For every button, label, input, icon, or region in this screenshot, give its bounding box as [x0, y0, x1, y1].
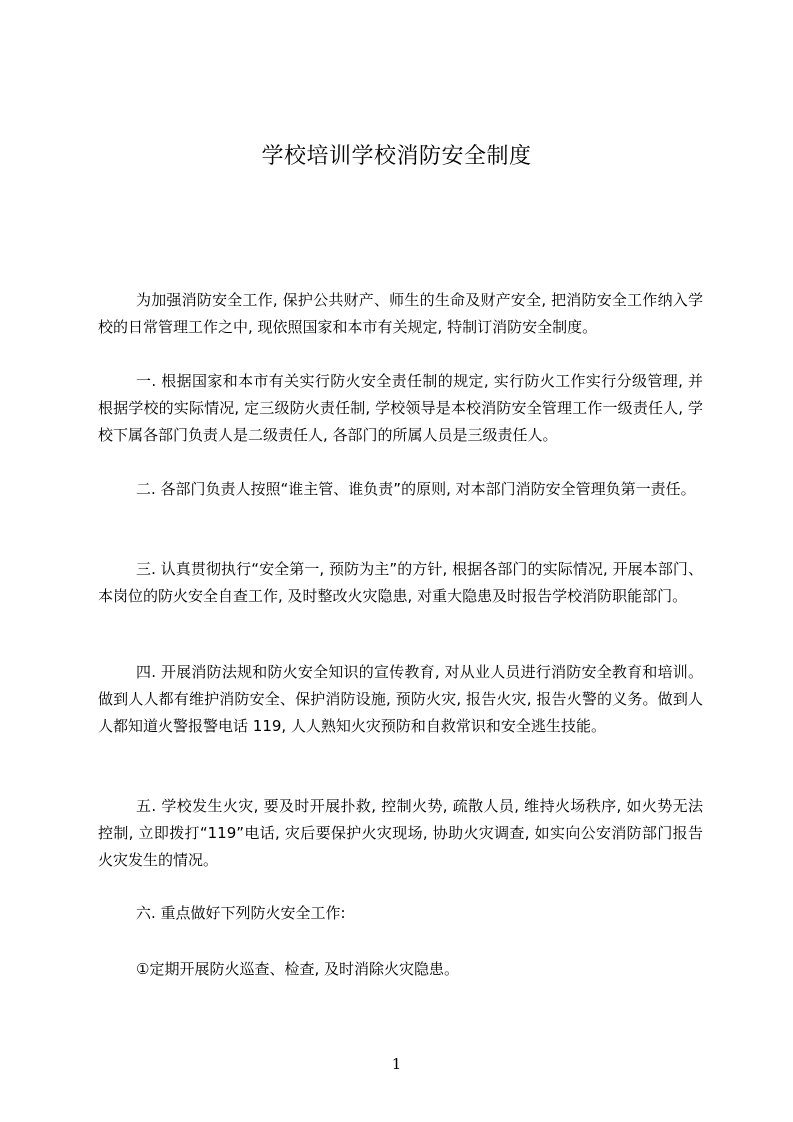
paragraph-section-1: [98, 368, 703, 449]
paragraph-intro: [98, 287, 703, 341]
paragraph-text: 五. 学校发生火灾, 要及时开展扑救, 控制火势, 疏散人员, 维持火场秩序, 如火势无法控制, 立即拨打“119”电话, 灾后要保护火灾现场, 协助火灾调查, 如实向公安消防部门报告火灾发生的情况。: [98, 797, 703, 869]
paragraph-text: 六. 重点做好下列防火安全工作:: [136, 904, 346, 922]
paragraph-text: 为加强消防安全工作, 保护公共财产、师生的生命及财产安全, 把消防安全工作纳入学校的日常管理工作之中, 现依照国家和本市有关规定, 特制订消防安全制度。: [98, 291, 703, 336]
paragraph-section-5: [98, 793, 703, 874]
paragraph-section-3: [98, 556, 703, 610]
paragraph-text: ①定期开展防火巡查、检查, 及时消除火灾隐患。: [136, 960, 459, 978]
paragraph-section-2: [98, 476, 703, 503]
page-number: 1: [391, 1055, 402, 1073]
page-title: 学校培训学校消防安全制度: [261, 144, 532, 169]
paragraph-section-6: [98, 900, 703, 927]
paragraph-section-4: [98, 659, 703, 740]
paragraph-text: 三. 认真贯彻执行“安全第一, 预防为主”的方针, 根据各部门的实际情况, 开展本部门、本岗位的防火安全自查工作, 及时整改火灾隐患, 对重大隐患及时报告学校消防职能部门。: [98, 560, 703, 605]
paragraph-item-1: [98, 956, 703, 983]
paragraph-text: 一. 根据国家和本市有关实行防火安全责任制的规定, 实行防火工作实行分级管理, 并根据学校的实际情况, 定三级防火责任制, 学校领导是本校消防安全管理工作一级责任人, 学校下属各部门负责人是二级责任人, 各部门的所属人员是三级责任人。: [98, 372, 703, 444]
paragraph-text: 二. 各部门负责人按照“谁主管、谁负责”的原则, 对本部门消防安全管理负第一责任。: [136, 480, 696, 498]
paragraph-text: 四. 开展消防法规和防火安全知识的宣传教育, 对从业人员进行消防安全教育和培训。做到人人都有维护消防安全、保护消防设施, 预防火灾, 报告火灾, 报告火警的义务。做到人人都知道火警报警电话 119, 人人熟知火灾预防和自救常识和安全逃生技能。: [98, 663, 703, 735]
